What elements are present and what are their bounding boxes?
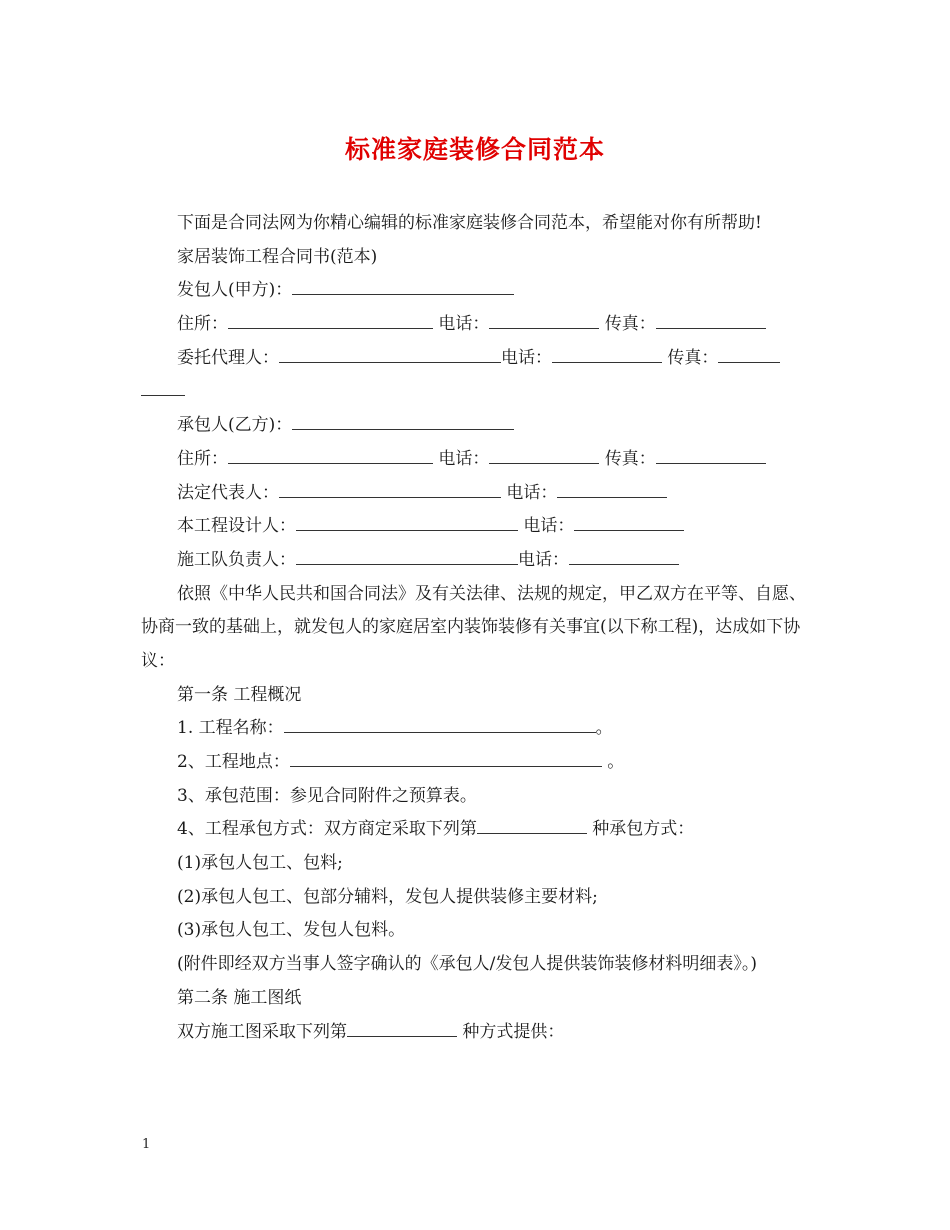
party-a-fax-label: 传真： <box>604 314 656 335</box>
party-b-address-blank[interactable] <box>228 449 433 464</box>
party-a-agent-phone-label: 电话： <box>501 347 552 368</box>
party-b-fax-label: 传真： <box>604 448 656 469</box>
party-b-address-line <box>141 443 821 477</box>
legal-rep-blank[interactable] <box>279 483 501 498</box>
project-name-label: 1. 工程名称： <box>177 718 284 739</box>
party-b-blank[interactable] <box>292 415 514 430</box>
article1-item4 <box>141 813 821 847</box>
party-a-phone-blank[interactable] <box>489 314 599 329</box>
intro-paragraph: 下面是合同法网为你精心编辑的标准家庭装修合同范本，希望能对你有所帮助! <box>177 213 762 233</box>
project-name-blank[interactable] <box>284 718 596 733</box>
foreman-line <box>141 544 821 578</box>
party-a-phone-label: 电话： <box>438 314 490 335</box>
designer-blank[interactable] <box>296 516 518 531</box>
project-location-end: 。 <box>601 752 625 773</box>
drawing-mode-blank[interactable] <box>347 1022 457 1037</box>
foreman-phone-blank[interactable] <box>569 550 679 565</box>
party-a-agent-line <box>141 342 821 376</box>
party-a-blank[interactable] <box>292 280 514 295</box>
party-a-agent-blank[interactable] <box>279 348 501 363</box>
party-a-agent-fax-continuation <box>141 375 821 409</box>
party-a-agent-fax-blank-cont[interactable] <box>141 381 185 396</box>
party-a-agent-fax-label: 传真： <box>667 347 719 368</box>
appendix-note: (附件即经双方当事人签字确认的《承包人/发包人提供装饰装修材料明细表》。) <box>177 954 757 975</box>
project-location-blank[interactable] <box>290 752 602 767</box>
document-title: 标准家庭装修合同范本 <box>344 135 605 164</box>
legal-rep-phone-label: 电话： <box>506 482 558 503</box>
article1-item3: 3、承包范围：参见合同附件之预算表。 <box>177 785 477 806</box>
party-a-agent-fax-blank[interactable] <box>718 348 780 363</box>
party-b-phone-blank[interactable] <box>489 449 599 464</box>
article2-heading: 第二条 施工图纸 <box>177 987 302 1008</box>
contract-option-3: (3)承包人包工、发包人包料。 <box>177 920 406 941</box>
legal-rep-label: 法定代表人： <box>177 482 279 503</box>
party-b-phone-label: 电话： <box>438 448 490 469</box>
party-a-line <box>141 274 821 308</box>
article1-heading: 第一条 工程概况 <box>177 684 302 705</box>
article1-item2 <box>141 746 821 780</box>
foreman-blank[interactable] <box>296 550 518 565</box>
article1-item1 <box>141 712 821 746</box>
article2-line <box>141 1016 821 1050</box>
party-a-address-label: 住所： <box>177 314 228 335</box>
party-a-agent-label: 委托代理人： <box>177 347 279 368</box>
party-b-label: 承包人(乙方)： <box>177 415 293 436</box>
party-b-address-label: 住所： <box>177 448 228 469</box>
contract-option-1: (1)承包人包工、包料; <box>177 853 343 874</box>
party-a-fax-blank[interactable] <box>656 314 766 329</box>
contract-subtitle: 家居装饰工程合同书(范本) <box>177 246 378 267</box>
party-a-address-blank[interactable] <box>228 314 433 329</box>
contract-option-2: (2)承包人包工、包部分辅料，发包人提供装修主要材料; <box>177 886 598 907</box>
document-body <box>141 207 821 1049</box>
foreman-phone-label: 电话： <box>518 549 569 570</box>
party-a-agent-phone-blank[interactable] <box>552 348 662 363</box>
party-a-label: 发包人(甲方)： <box>177 280 293 301</box>
party-b-line <box>141 409 821 443</box>
legal-rep-phone-blank[interactable] <box>557 483 667 498</box>
designer-phone-blank[interactable] <box>574 516 684 531</box>
contract-mode-label: 4、工程承包方式：双方商定采取下列第 <box>177 819 477 840</box>
page-number: 1 <box>142 1137 151 1152</box>
party-b-fax-blank[interactable] <box>656 449 766 464</box>
project-name-end: 。 <box>595 718 613 739</box>
project-location-label: 2、工程地点： <box>177 752 290 773</box>
preamble-paragraph: 依照《中华人民共和国合同法》及有关法律、法规的规定，甲乙双方在平等、自愿、协商一致的基础上，就发包人的家庭居室内装饰装修有关事宜(以下称工程)，达成如下协议： <box>141 583 806 671</box>
designer-phone-label: 电话： <box>523 516 575 537</box>
party-a-address-line <box>141 308 821 342</box>
contract-mode-end: 种承包方式： <box>586 819 695 840</box>
drawing-mode-label: 双方施工图采取下列第 <box>177 1021 347 1042</box>
legal-rep-line <box>141 477 821 511</box>
contract-mode-blank[interactable] <box>477 819 587 834</box>
foreman-label: 施工队负责人： <box>177 549 296 570</box>
designer-line <box>141 510 821 544</box>
drawing-mode-end: 种方式提供： <box>457 1021 565 1042</box>
designer-label: 本工程设计人： <box>177 516 296 537</box>
